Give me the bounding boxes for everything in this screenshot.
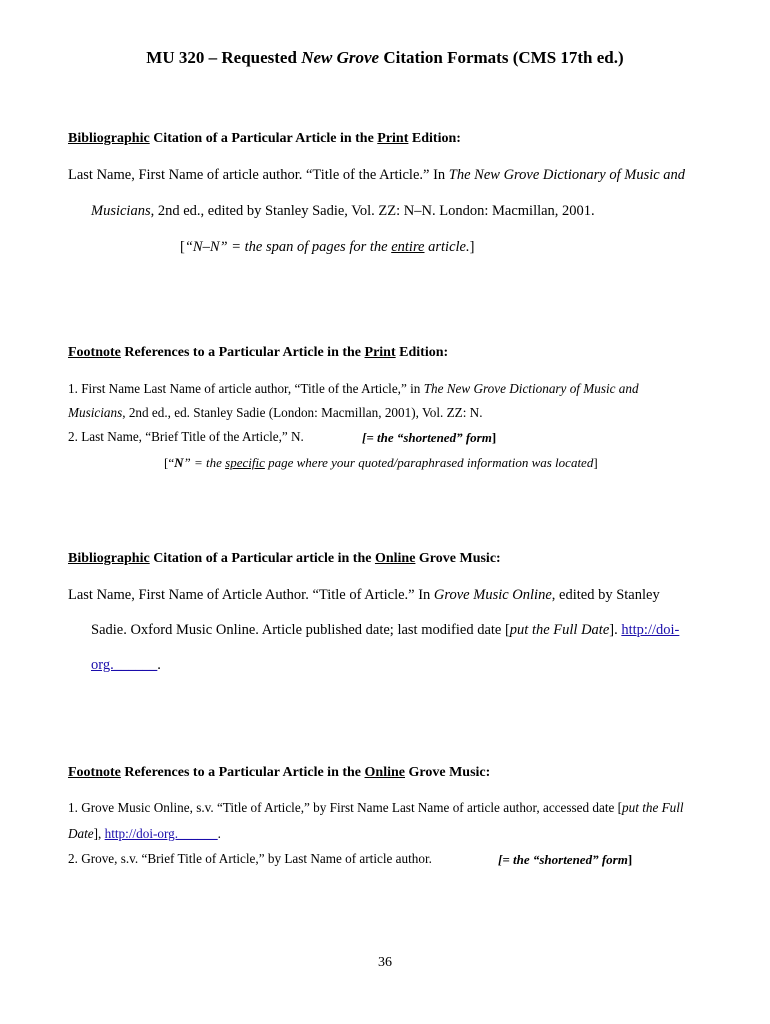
foot-online-shortened-note: [= the “shortened” form] xyxy=(498,852,633,867)
bib-online-line-3: org.______. xyxy=(91,657,161,673)
foot-online-line-3: 2. Grove, s.v. “Brief Title of Article,” by Last Name of article author. xyxy=(68,851,432,866)
title-suffix: Citation Formats (CMS 17th ed.) xyxy=(379,48,624,67)
foot-print-line-1: 1. First Name Last Name of article author, “Title of the Article,” in The New Grove Dictionary of Music and xyxy=(68,381,639,396)
doi-link-footnote[interactable]: http://doi-org.______ xyxy=(104,826,218,841)
bib-print-line-2: Musicians, 2nd ed., edited by Stanley Sadie, Vol. ZZ: N–N. London: Macmillan, 2001. xyxy=(91,203,595,219)
bib-print-note: [“N–N” = the span of pages for the entire article.] xyxy=(180,239,475,255)
foot-online-line-2: Date], http://doi-org.______. xyxy=(68,826,221,841)
foot-print-line-3: 2. Last Name, “Brief Title of the Article,” N. xyxy=(68,429,304,444)
page-number: 36 xyxy=(378,955,392,970)
title-italic: New Grove xyxy=(301,48,380,67)
bib-online-line-1: Last Name, First Name of Article Author. “Title of Article.” In Grove Music Online, edited by Stanley xyxy=(68,587,660,603)
foot-print-note: [“N” = the specific page where your quoted/paraphrased information was located] xyxy=(164,455,598,470)
bib-online-line-2: Sadie. Oxford Music Online. Article published date; last modified date [put the Full Date]. http://doi- xyxy=(91,622,680,638)
bib-print-heading: Bibliographic Citation of a Particular Article in the Print Edition: xyxy=(68,131,461,146)
foot-print-line-2: Musicians, 2nd ed., ed. Stanley Sadie (London: Macmillan, 2001), Vol. ZZ: N. xyxy=(68,405,483,420)
title-prefix: MU 320 – Requested xyxy=(146,48,302,67)
foot-online-line-1: 1. Grove Music Online, s.v. “Title of Article,” by First Name Last Name of article author, accessed date [put the Full xyxy=(68,800,684,815)
foot-online-heading: Footnote References to a Particular Article in the Online Grove Music: xyxy=(68,765,491,780)
bib-print-line-1: Last Name, First Name of article author. “Title of the Article.” In The New Grove Dictionary of Music and xyxy=(68,167,686,183)
foot-print-shortened-note: [= the “shortened” form] xyxy=(362,430,497,445)
bib-online-heading: Bibliographic Citation of a Particular article in the Online Grove Music: xyxy=(68,551,501,566)
doi-link-part-2[interactable]: org.______ xyxy=(91,657,158,673)
foot-print-heading: Footnote References to a Particular Article in the Print Edition: xyxy=(68,345,449,360)
doi-link-part-1[interactable]: http://doi- xyxy=(621,622,680,638)
page-title xyxy=(0,48,770,68)
